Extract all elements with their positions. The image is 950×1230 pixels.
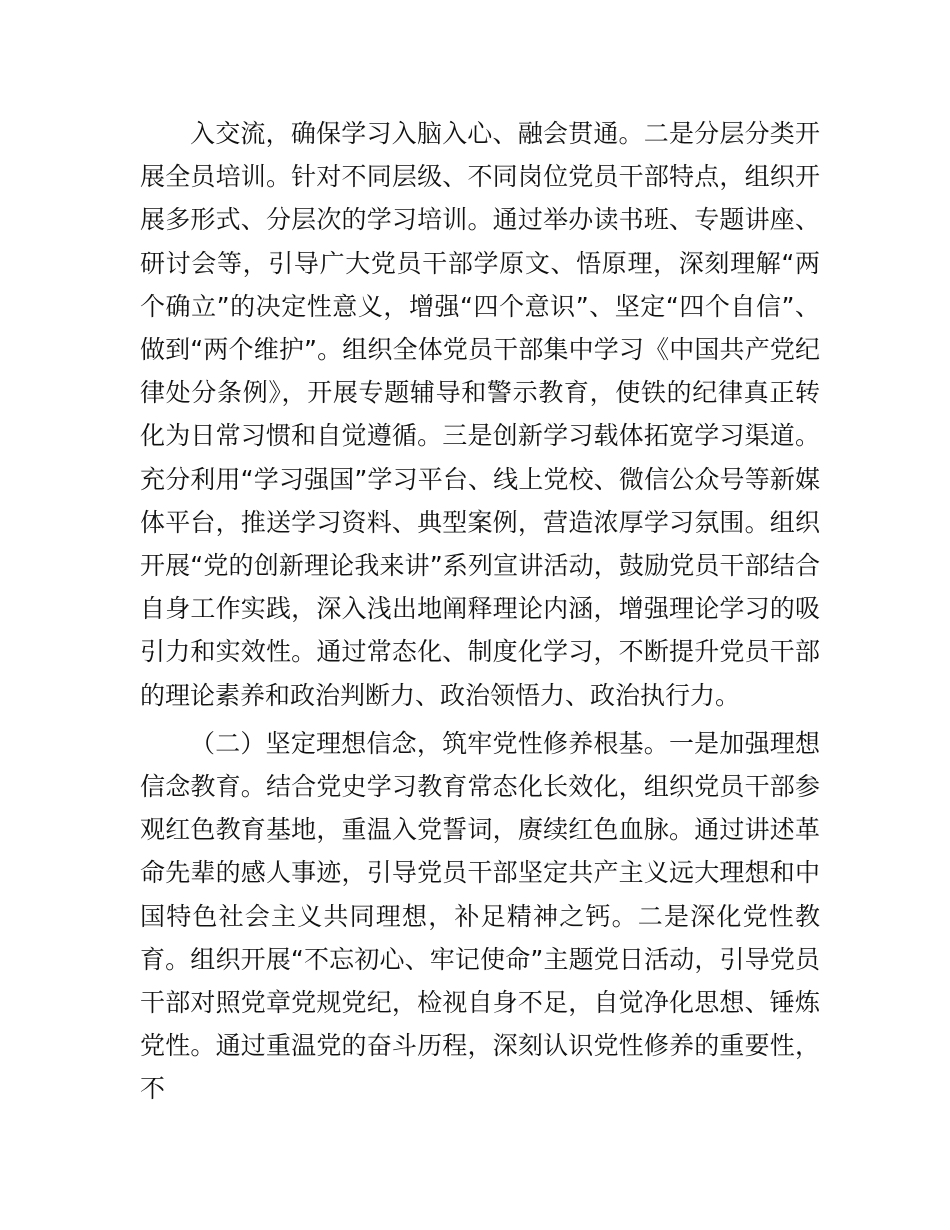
paragraph-ideals-beliefs: （二）坚定理想信念，筑牢党性修养根基。一是加强理想信念教育。结合党史学习教育常态化长效化，组织党员干部参观红色教育基地，重温入党誓词，赓续红色血脉。通过讲述革命先辈的感人事迹，引导党员干部坚定共产主义远大理想和中国特色社会主义共同理想，补足精神之钙。二是深化党性教育。组织开展“不忘初心、牢记使命”主题党日活动，引导党员干部对照党章党规党纪，检视自身不足，自觉净化思想、锤炼党性。通过重温党的奋斗历程，深刻认识党性修养的重要性，不 (140, 728, 820, 1104)
document-body (140, 112, 820, 1111)
paragraph-study-training: 入交流，确保学习入脑入心、融会贯通。二是分层分类开展全员培训。针对不同层级、不同岗位党员干部特点，组织开展多形式、分层次的学习培训。通过举办读书班、专题讲座、研讨会等，引导广大党员干部学原文、悟原理，深刻理解“两个确立”的决定性意义，增强“四个意识”、坚定“四个自信”、做到“两个维护”。组织全体党员干部集中学习《中国共产党纪律处分条例》，开展专题辅导和警示教育，使铁的纪律真正转化为日常习惯和自觉遵循。三是创新学习载体拓宽学习渠道。充分利用“学习强国”学习平台、线上党校、微信公众号等新媒体平台，推送学习资料、典型案例，营造浓厚学习氛围。组织开展“党的创新理论我来讲”系列宣讲活动，鼓励党员干部结合自身工作实践，深入浅出地阐释理论内涵，增强理论学习的吸引力和实效性。通过常态化、制度化学习，不断提升党员干部的理论素养和政治判断力、政治领悟力、政治执行力。 (140, 119, 820, 710)
